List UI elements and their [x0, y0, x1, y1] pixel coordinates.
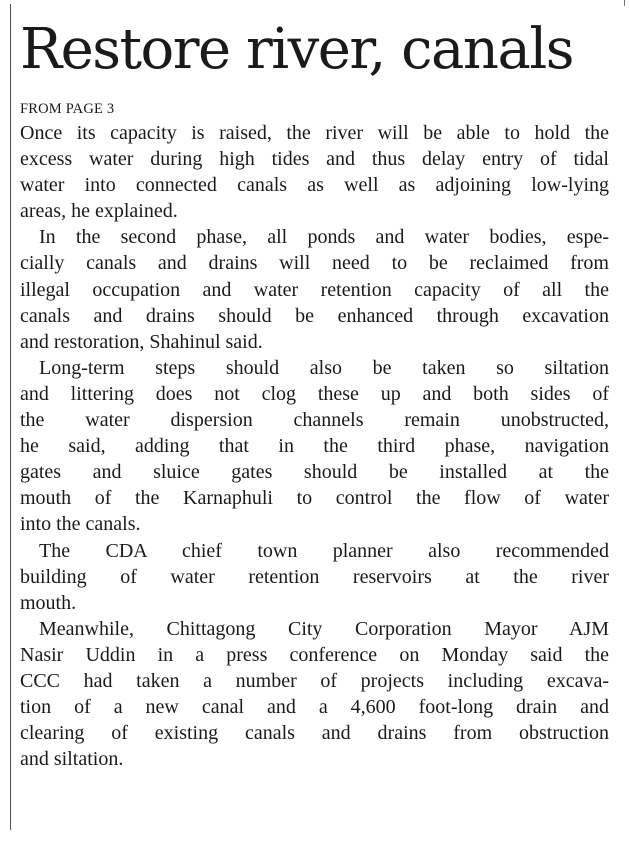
text-line: Long-term steps should also be taken so siltation: [39, 356, 609, 379]
paragraph: [20, 120, 609, 224]
article-body: [20, 120, 609, 772]
text-line: building of water retention reservoirs at the river: [20, 565, 609, 588]
text-line: The CDA chief town planner also recommended: [39, 539, 609, 562]
paragraph: [20, 224, 609, 354]
text-line: mouth.: [20, 591, 77, 614]
text-line: gates and sluice gates should be installed at the: [20, 461, 609, 484]
text-line: clearing of existing canals and drains from obstruction: [20, 722, 609, 745]
text-line: and siltation.: [20, 748, 124, 771]
paragraph: [20, 355, 609, 538]
text-line: and restoration, Shahinul said.: [20, 330, 263, 353]
continuation-line: FROM PAGE 3: [20, 101, 115, 117]
text-line: Meanwhile, Chittagong City Corporation Mayor AJM: [39, 617, 609, 640]
column-rule-right: [624, 0, 625, 6]
text-line: and littering does not clog these up and both sides of: [20, 382, 609, 405]
text-line: water into connected canals as well as adjoining low-lying: [20, 174, 609, 197]
text-line: mouth of the Karnaphuli to control the flow of water: [20, 487, 609, 510]
text-line: he said, adding that in the third phase, navigation: [20, 435, 609, 458]
text-line: illegal occupation and water retention capacity of all the: [20, 278, 609, 301]
text-line: cially canals and drains will need to be reclaimed from: [20, 252, 609, 275]
text-line: Nasir Uddin in a press conference on Monday said the: [20, 643, 609, 666]
text-line: In the second phase, all ponds and water bodies, espe-: [39, 226, 609, 249]
paragraph: [20, 616, 609, 773]
text-line: Once its capacity is raised, the river will be able to hold the: [20, 122, 609, 144]
text-line: the water dispersion channels remain unobstructed,: [20, 409, 609, 432]
text-line: excess water during high tides and thus delay entry of tidal: [20, 148, 609, 171]
text-line: CCC had taken a number of projects including excava-: [20, 669, 609, 692]
text-line: into the canals.: [20, 513, 141, 536]
text-line: areas, he explained.: [20, 200, 178, 223]
paragraph: [20, 538, 609, 616]
text-line: canals and drains should be enhanced through excavation: [20, 304, 609, 327]
headline: Restore river, canals: [20, 17, 573, 82]
text-line: tion of a new canal and a 4,600 foot-long drain and: [20, 696, 609, 719]
column-rule-left: [10, 4, 11, 830]
